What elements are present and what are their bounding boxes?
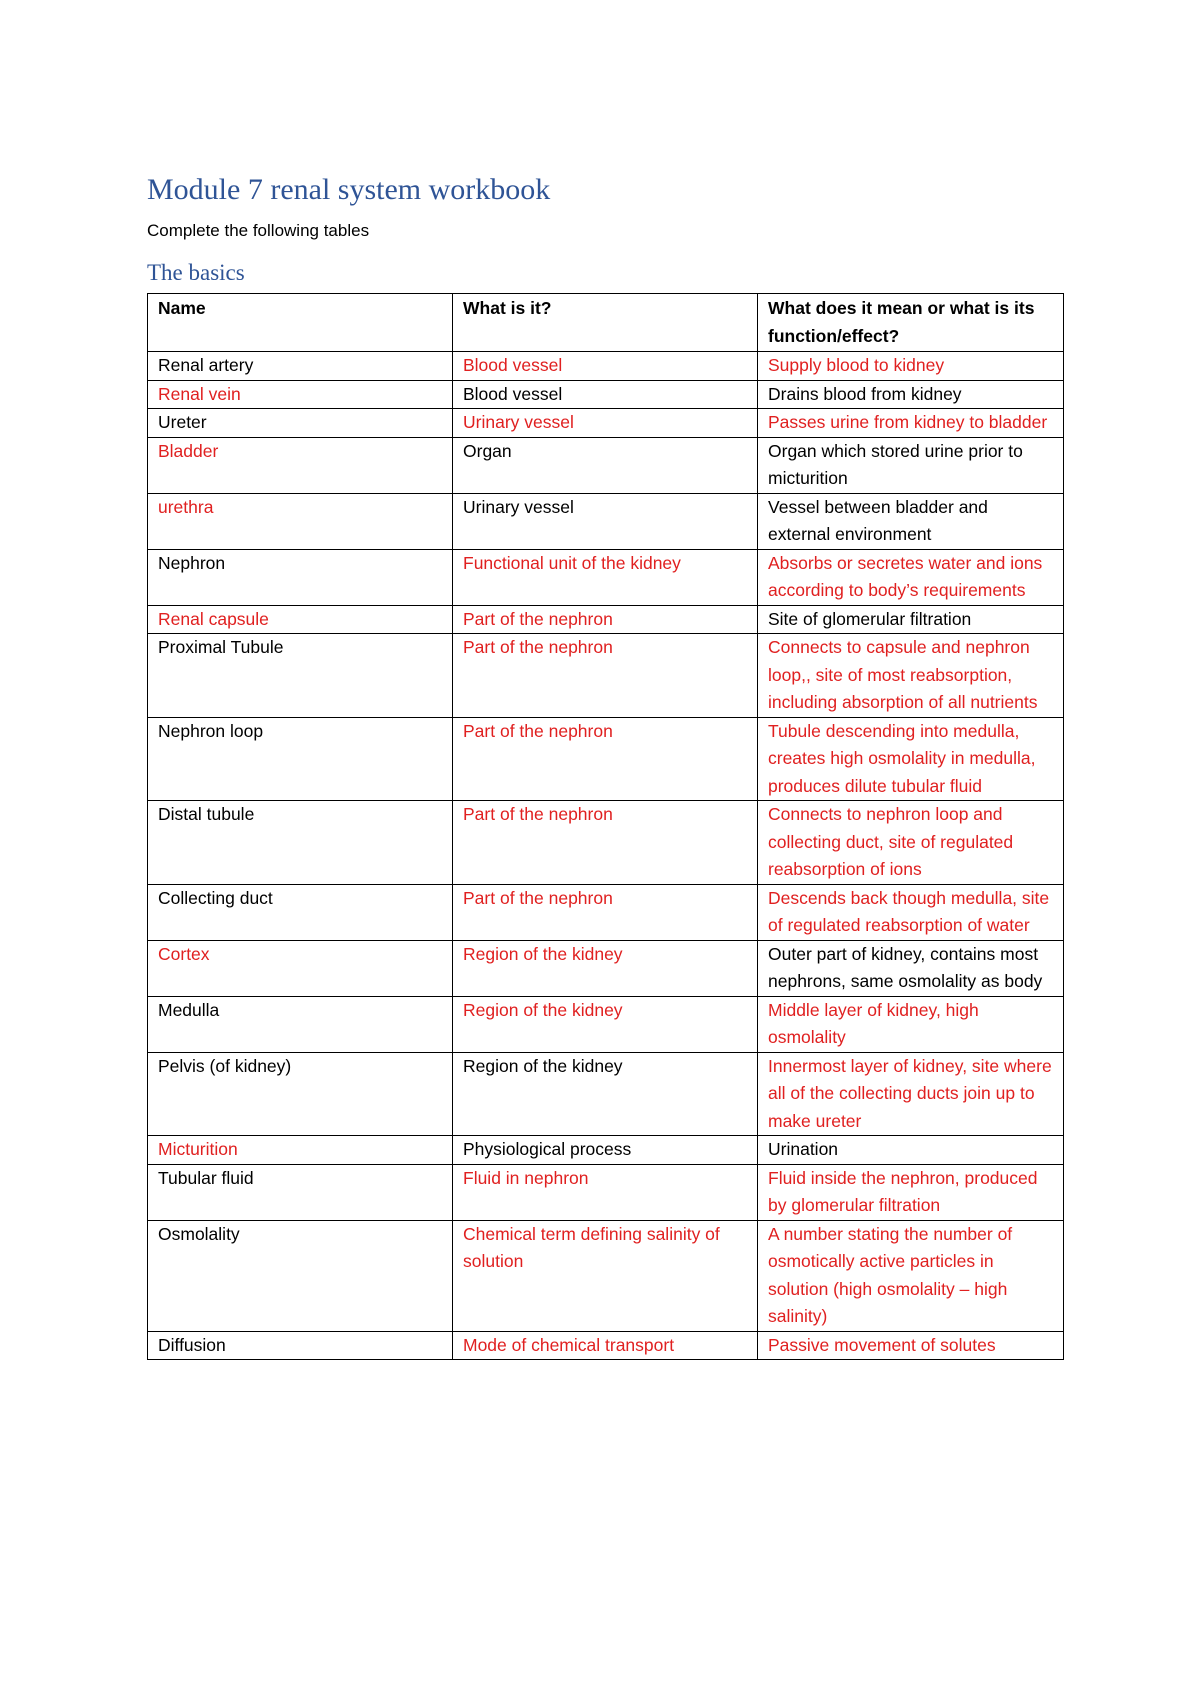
cell-function: Middle layer of kidney, high osmolality [758, 996, 1064, 1052]
table-row [148, 605, 1064, 634]
table-row [148, 437, 1064, 493]
cell-function: Urination [758, 1136, 1064, 1165]
cell-function: A number stating the number of osmotically active particles in solution (high osmolality – high salinity) [758, 1220, 1064, 1331]
cell-function: Passes urine from kidney to bladder [758, 409, 1064, 438]
cell-name: Renal capsule [148, 605, 453, 634]
cell-name: Nephron [148, 549, 453, 605]
cell-name: Ureter [148, 409, 453, 438]
cell-function: Organ which stored urine prior to micturition [758, 437, 1064, 493]
cell-name: Collecting duct [148, 884, 453, 940]
table-row [148, 409, 1064, 438]
cell-function: Connects to nephron loop and collecting duct, site of regulated reabsorption of ions [758, 801, 1064, 885]
cell-name: Diffusion [148, 1331, 453, 1360]
header-what-is-it: What is it? [453, 294, 758, 352]
cell-what-is-it: Blood vessel [453, 380, 758, 409]
table-row [148, 1136, 1064, 1165]
cell-what-is-it: Functional unit of the kidney [453, 549, 758, 605]
cell-what-is-it: Region of the kidney [453, 940, 758, 996]
cell-what-is-it: Region of the kidney [453, 1052, 758, 1136]
cell-name: Proximal Tubule [148, 634, 453, 718]
document-page [147, 168, 1063, 1360]
cell-what-is-it: Organ [453, 437, 758, 493]
cell-what-is-it: Fluid in nephron [453, 1164, 758, 1220]
table-row [148, 884, 1064, 940]
cell-name: Micturition [148, 1136, 453, 1165]
cell-what-is-it: Chemical term defining salinity of solution [453, 1220, 758, 1331]
cell-function: Passive movement of solutes [758, 1331, 1064, 1360]
cell-what-is-it: Part of the nephron [453, 634, 758, 718]
cell-function: Drains blood from kidney [758, 380, 1064, 409]
cell-name: urethra [148, 493, 453, 549]
cell-name: Renal artery [148, 352, 453, 381]
table-row [148, 352, 1064, 381]
table-body [148, 352, 1064, 1360]
cell-function: Absorbs or secretes water and ions according to body’s requirements [758, 549, 1064, 605]
table-header-row [148, 294, 1064, 352]
cell-what-is-it: Physiological process [453, 1136, 758, 1165]
cell-function: Innermost layer of kidney, site where all of the collecting ducts join up to make ureter [758, 1052, 1064, 1136]
instructions-text: Complete the following tables [147, 221, 370, 240]
table-row [148, 493, 1064, 549]
table-row [148, 634, 1064, 718]
table-row [148, 1331, 1064, 1360]
cell-name: Nephron loop [148, 717, 453, 801]
cell-name: Bladder [148, 437, 453, 493]
cell-name: Tubular fluid [148, 1164, 453, 1220]
cell-function: Supply blood to kidney [758, 352, 1064, 381]
cell-what-is-it: Part of the nephron [453, 717, 758, 801]
table-row [148, 996, 1064, 1052]
cell-function: Outer part of kidney, contains most nephrons, same osmolality as body [758, 940, 1064, 996]
table-row [148, 1220, 1064, 1331]
cell-what-is-it: Mode of chemical transport [453, 1331, 758, 1360]
cell-what-is-it: Region of the kidney [453, 996, 758, 1052]
cell-function: Fluid inside the nephron, produced by glomerular filtration [758, 1164, 1064, 1220]
cell-what-is-it: Part of the nephron [453, 884, 758, 940]
table-row [148, 801, 1064, 885]
cell-name: Osmolality [148, 1220, 453, 1331]
cell-what-is-it: Urinary vessel [453, 493, 758, 549]
cell-what-is-it: Urinary vessel [453, 409, 758, 438]
table-row [148, 380, 1064, 409]
table-row [148, 940, 1064, 996]
basics-table [147, 293, 1064, 1360]
cell-name: Cortex [148, 940, 453, 996]
cell-what-is-it: Blood vessel [453, 352, 758, 381]
cell-function: Connects to capsule and nephron loop,, site of most reabsorption, including absorption of all nutrients [758, 634, 1064, 718]
cell-name: Renal vein [148, 380, 453, 409]
cell-function: Descends back though medulla, site of regulated reabsorption of water [758, 884, 1064, 940]
cell-what-is-it: Part of the nephron [453, 801, 758, 885]
table-row [148, 1052, 1064, 1136]
table-row [148, 549, 1064, 605]
table-row [148, 1164, 1064, 1220]
cell-function: Vessel between bladder and external environment [758, 493, 1064, 549]
section-heading: The basics [147, 260, 245, 285]
header-name: Name [148, 294, 453, 352]
cell-name: Pelvis (of kidney) [148, 1052, 453, 1136]
cell-function: Site of glomerular filtration [758, 605, 1064, 634]
cell-function: Tubule descending into medulla, creates high osmolality in medulla, produces dilute tubular fluid [758, 717, 1064, 801]
cell-what-is-it: Part of the nephron [453, 605, 758, 634]
header-function: What does it mean or what is its function/effect? [758, 294, 1064, 352]
cell-name: Medulla [148, 996, 453, 1052]
document-title: Module 7 renal system workbook [147, 173, 551, 206]
cell-name: Distal tubule [148, 801, 453, 885]
table-row [148, 717, 1064, 801]
